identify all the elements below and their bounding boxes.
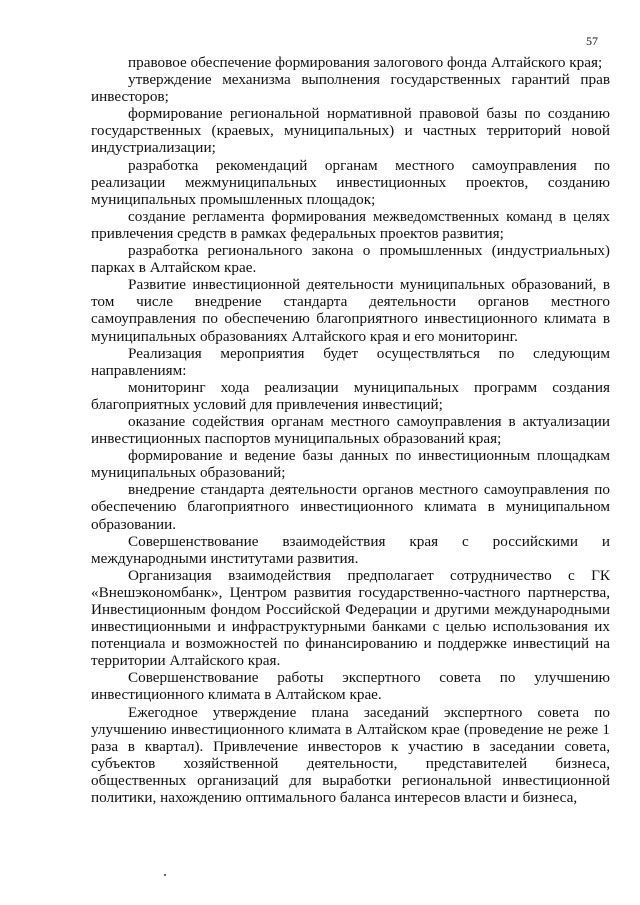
paragraph-investment-passports: оказание содействия органам местного самоуправления в актуализации инвестиционных паспортов муниципальных образований края; — [91, 412, 610, 448]
paragraph-development-institutions: Совершенствование взаимодействия края с российскими и международными институтами развития. — [91, 532, 610, 567]
paragraph-municipal-recommendations: разработка рекомендаций органам местного самоуправления по реализации межмуниципальных инвестиционных проектов, созданию муниципальных промышленных площадок; — [91, 156, 610, 208]
paragraph-interagency-teams: создание регламента формирования межведомственных команд в целях привлечения средств в рамках федеральных проектов развития; — [91, 207, 610, 242]
paragraph-industrial-parks-law: разработка регионального закона о промышленных (индустриальных) парках в Алтайском крае. — [91, 242, 610, 277]
scan-artifact-dot — [164, 874, 166, 876]
paragraph-standard-implementation: внедрение стандарта деятельности органов местного самоуправления по обеспечению благоприятного инвестиционного климата в муниципальном образовании. — [91, 481, 610, 533]
paragraph-program-monitoring: мониторинг хода реализации муниципальных программ создания благоприятных условий для привлечения инвестиций; — [91, 378, 610, 413]
paragraph-expert-council: Совершенствование работы экспертного совета по улучшению инвестиционного климата в Алтайском крае. — [91, 669, 610, 704]
paragraph-municipal-investment-development: Развитие инвестиционной деятельности муниципальных образований, в том числе внедрение стандарта деятельности органов местного самоуправления по обеспечению благоприятного инвестиционного климата в муниципальных образованиях Алтайского края и его мониторинг. — [91, 276, 610, 345]
paragraph-cooperation: Организация взаимодействия предполагает сотрудничество с ГК «Внешэкономбанк», Центром развития государственно-частного партнерства, Инвестиционным фондом Российской Федерации и другими международными инвестиционными и инфраструктурными банками с целью использования их потенциала и возможностей по финансированию и поддержке инвестиций на территории Алтайского края. — [91, 566, 610, 670]
page-number: 57 — [586, 34, 598, 48]
paragraph-implementation-directions: Реализация мероприятия будет осуществляться по следующим направлениям: — [91, 344, 610, 379]
paragraph-regulatory-base: формирование региональной нормативной правовой базы по созданию государственных (краевых, муниципальных) и частных территорий новой индустриализации; — [91, 105, 610, 157]
paragraph-state-guarantees: утверждение механизма выполнения государственных гарантий прав инвесторов; — [91, 71, 610, 106]
paragraph-site-database: формирование и ведение базы данных по инвестиционным площадкам муниципальных образований; — [91, 447, 610, 482]
body-text — [91, 54, 610, 806]
paragraph-annual-plan: Ежегодное утверждение плана заседаний экспертного совета по улучшению инвестиционного климата в Алтайском крае (проведение не реже 1 раза в квартал). Привлечение инвесторов к участию в заседании совета, субъектов хозяйственной деятельности, представителей бизнеса, общественных организаций для выработки региональной инвестиционной политики, нахождению оптимального баланса интересов власти и бизнеса, — [91, 703, 610, 807]
paragraph-collateral-fund: правовое обеспечение формирования залогового фонда Алтайского края; — [128, 54, 603, 71]
